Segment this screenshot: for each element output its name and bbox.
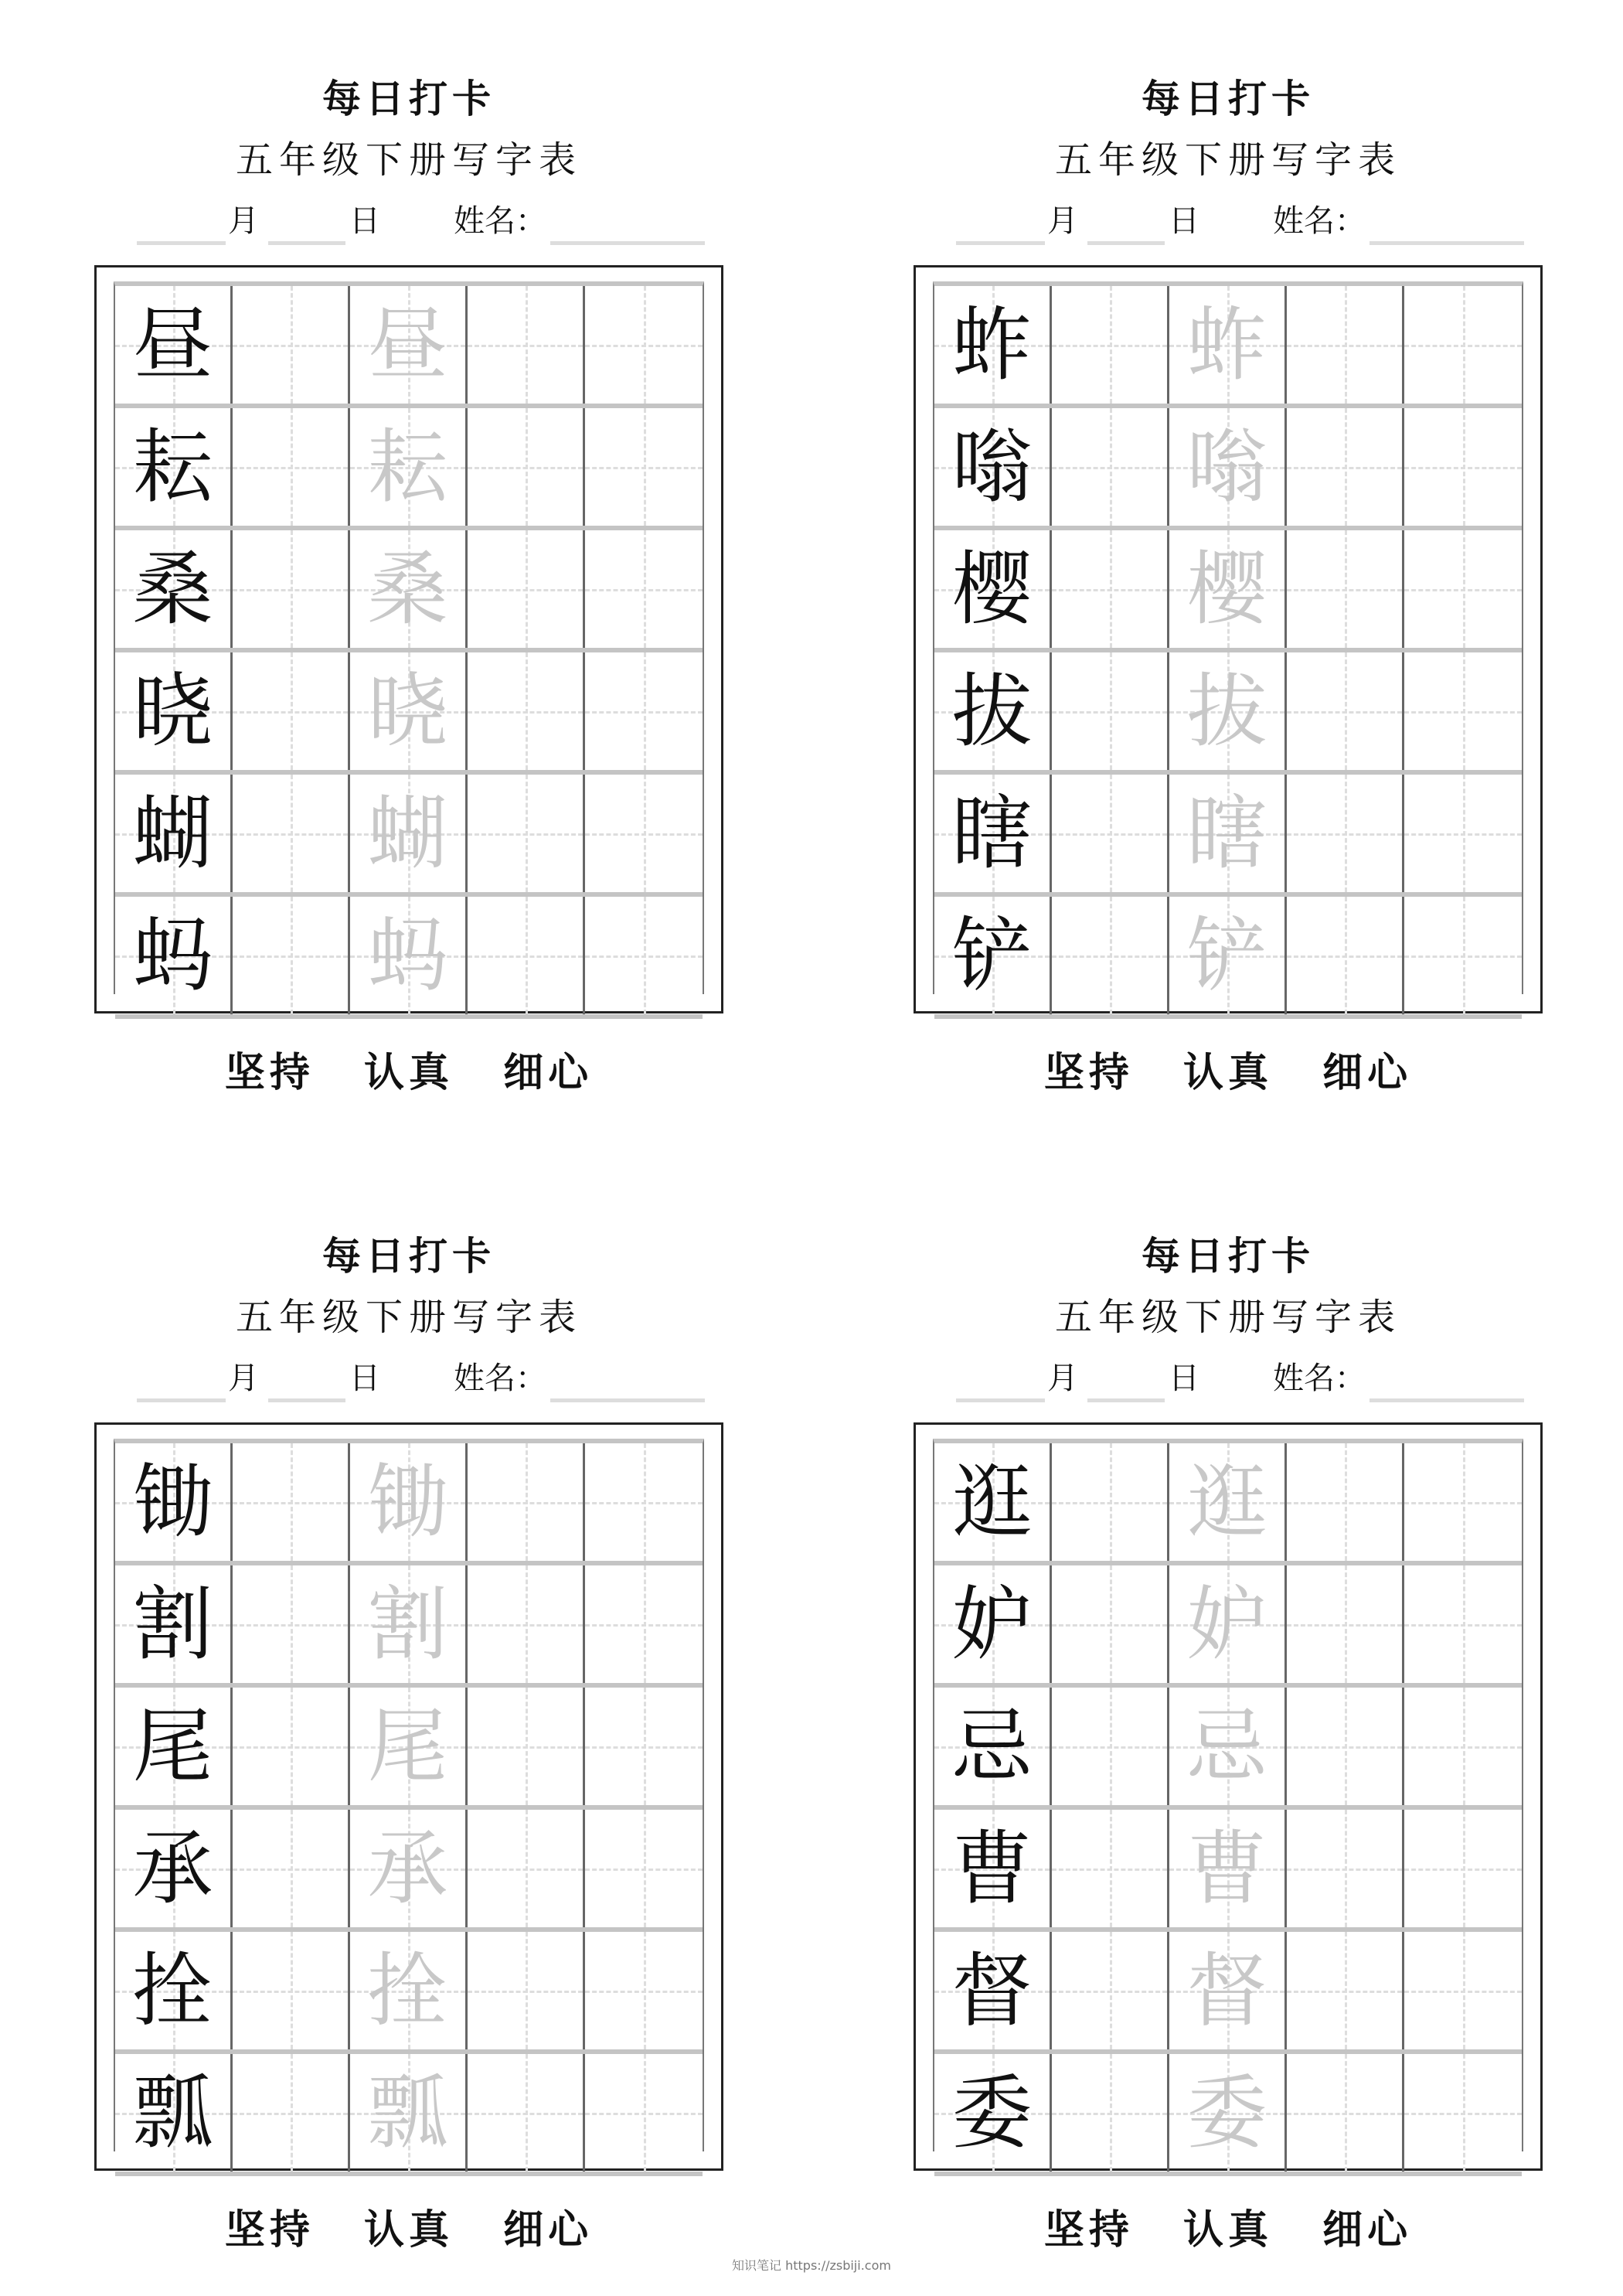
character-row bbox=[115, 1688, 703, 1810]
model-character: 割 bbox=[132, 1577, 213, 1671]
model-character: 昼 bbox=[132, 298, 213, 392]
writing-grid bbox=[933, 281, 1523, 1003]
character-row bbox=[115, 2054, 703, 2176]
trace-character: 尾 bbox=[367, 1699, 448, 1794]
name-blank bbox=[1370, 241, 1524, 245]
trace-character: 妒 bbox=[1186, 1577, 1267, 1671]
practice-cell bbox=[1404, 2054, 1522, 2172]
sheet-subtitle: 五年级下册写字表 bbox=[235, 1296, 582, 1339]
trace-character: 蝴 bbox=[367, 786, 448, 881]
motto bbox=[94, 2197, 723, 2255]
practice-cell bbox=[585, 408, 703, 526]
trace-cell bbox=[350, 2054, 468, 2172]
practice-cell bbox=[1404, 652, 1522, 770]
trace-cell bbox=[1169, 1565, 1287, 1683]
model-cell bbox=[115, 2054, 233, 2172]
model-cell bbox=[934, 530, 1052, 648]
motto-2: 认真 bbox=[1182, 1049, 1273, 1096]
practice-cell bbox=[468, 897, 585, 1014]
model-cell bbox=[934, 2054, 1052, 2172]
trace-cell bbox=[1169, 1932, 1287, 2049]
sheet-title: 每日打卡 bbox=[1142, 1233, 1315, 1279]
name-label: 姓名： bbox=[454, 203, 546, 239]
character-row bbox=[115, 530, 703, 652]
model-character: 蚱 bbox=[951, 298, 1033, 392]
practice-cell bbox=[585, 1565, 703, 1683]
model-cell bbox=[934, 1565, 1052, 1683]
practice-cell bbox=[1052, 775, 1169, 892]
practice-cell bbox=[468, 1688, 585, 1805]
trace-character: 昼 bbox=[367, 298, 448, 392]
character-row bbox=[115, 775, 703, 897]
character-row bbox=[934, 286, 1522, 408]
practice-cell bbox=[1404, 408, 1522, 526]
trace-cell bbox=[1169, 897, 1287, 1014]
model-character: 耘 bbox=[132, 420, 213, 514]
practice-cell bbox=[468, 286, 585, 404]
model-character: 承 bbox=[132, 1821, 213, 1916]
day-blank bbox=[1087, 241, 1165, 245]
name-label: 姓名： bbox=[1273, 203, 1366, 239]
model-character: 尾 bbox=[132, 1699, 213, 1794]
practice-sheet-2 bbox=[914, 0, 1543, 1098]
practice-cell bbox=[1052, 1688, 1169, 1805]
date-name-line bbox=[956, 205, 1505, 245]
trace-character: 蚂 bbox=[367, 908, 448, 1003]
practice-cell bbox=[233, 286, 350, 404]
motto-2: 认真 bbox=[1182, 2206, 1273, 2253]
motto-3: 细心 bbox=[1322, 1049, 1413, 1096]
practice-cell bbox=[585, 530, 703, 648]
practice-cell bbox=[585, 775, 703, 892]
practice-cell bbox=[1287, 1810, 1404, 1927]
trace-character: 晓 bbox=[367, 664, 448, 758]
practice-cell bbox=[1052, 2054, 1169, 2172]
trace-cell bbox=[1169, 652, 1287, 770]
practice-cell bbox=[1287, 1443, 1404, 1561]
practice-cell bbox=[1287, 1565, 1404, 1683]
practice-cell bbox=[1287, 1932, 1404, 2049]
month-blank bbox=[137, 241, 226, 245]
practice-cell bbox=[468, 408, 585, 526]
practice-cell bbox=[1287, 775, 1404, 892]
trace-character: 曹 bbox=[1186, 1821, 1267, 1916]
sheet-subtitle: 五年级下册写字表 bbox=[235, 138, 582, 182]
trace-character: 瞎 bbox=[1186, 786, 1267, 881]
character-row bbox=[934, 1565, 1522, 1688]
practice-cell bbox=[1404, 1443, 1522, 1561]
character-row bbox=[934, 1810, 1522, 1932]
trace-cell bbox=[1169, 286, 1287, 404]
character-row bbox=[115, 408, 703, 530]
motto-2: 认真 bbox=[363, 1049, 454, 1096]
day-label: 日 bbox=[1169, 203, 1199, 239]
model-cell bbox=[934, 1688, 1052, 1805]
trace-cell bbox=[350, 530, 468, 648]
practice-cell bbox=[233, 897, 350, 1014]
trace-cell bbox=[1169, 775, 1287, 892]
watermark: 知识笔记 https://zsbiji.com bbox=[732, 2258, 891, 2273]
practice-cell bbox=[233, 1688, 350, 1805]
practice-cell bbox=[585, 1443, 703, 1561]
trace-cell bbox=[350, 652, 468, 770]
motto-1: 坚持 bbox=[224, 2206, 315, 2253]
practice-cell bbox=[585, 1810, 703, 1927]
trace-character: 割 bbox=[367, 1577, 448, 1671]
trace-cell bbox=[1169, 530, 1287, 648]
practice-sheet-1 bbox=[94, 0, 723, 1098]
model-character: 忌 bbox=[951, 1699, 1033, 1794]
motto-3: 细心 bbox=[1322, 2206, 1413, 2253]
trace-cell bbox=[350, 1565, 468, 1683]
trace-character: 瓢 bbox=[367, 2066, 448, 2160]
model-cell bbox=[934, 897, 1052, 1014]
day-blank bbox=[268, 1398, 345, 1402]
practice-cell bbox=[1052, 1565, 1169, 1683]
practice-cell bbox=[1287, 652, 1404, 770]
trace-cell bbox=[350, 1810, 468, 1927]
character-row bbox=[115, 1810, 703, 1932]
model-cell bbox=[115, 408, 233, 526]
model-character: 樱 bbox=[951, 542, 1033, 636]
practice-cell bbox=[1052, 1443, 1169, 1561]
model-character: 铲 bbox=[951, 908, 1033, 1003]
practice-cell bbox=[1404, 775, 1522, 892]
model-cell bbox=[115, 1443, 233, 1561]
practice-cell bbox=[1287, 408, 1404, 526]
model-cell bbox=[115, 1688, 233, 1805]
trace-cell bbox=[350, 897, 468, 1014]
model-cell bbox=[115, 286, 233, 404]
model-cell bbox=[115, 1932, 233, 2049]
trace-cell bbox=[1169, 1688, 1287, 1805]
practice-cell bbox=[1052, 408, 1169, 526]
practice-cell bbox=[233, 652, 350, 770]
writing-grid-frame bbox=[914, 265, 1543, 1013]
practice-cell bbox=[233, 1443, 350, 1561]
character-row bbox=[934, 1688, 1522, 1810]
practice-cell bbox=[585, 1688, 703, 1805]
model-cell bbox=[934, 652, 1052, 770]
practice-cell bbox=[1052, 286, 1169, 404]
motto-1: 坚持 bbox=[224, 1049, 315, 1096]
character-row bbox=[934, 897, 1522, 1019]
month-blank bbox=[956, 241, 1045, 245]
motto bbox=[914, 1040, 1543, 1098]
name-label: 姓名： bbox=[1273, 1361, 1366, 1396]
character-row bbox=[115, 652, 703, 775]
practice-cell bbox=[585, 2054, 703, 2172]
trace-cell bbox=[350, 1932, 468, 2049]
model-character: 蝴 bbox=[132, 786, 213, 881]
practice-cell bbox=[1404, 530, 1522, 648]
date-name-line bbox=[137, 205, 686, 245]
model-character: 曹 bbox=[951, 1821, 1033, 1916]
trace-character: 桑 bbox=[367, 542, 448, 636]
practice-cell bbox=[468, 530, 585, 648]
motto-3: 细心 bbox=[503, 2206, 594, 2253]
trace-cell bbox=[1169, 408, 1287, 526]
model-cell bbox=[115, 530, 233, 648]
model-character: 妒 bbox=[951, 1577, 1033, 1671]
writing-grid-frame bbox=[94, 1422, 723, 2171]
trace-cell bbox=[1169, 1810, 1287, 1927]
practice-cell bbox=[233, 408, 350, 526]
practice-cell bbox=[1287, 530, 1404, 648]
trace-character: 铲 bbox=[1186, 908, 1267, 1003]
model-character: 嗡 bbox=[951, 420, 1033, 514]
character-row bbox=[115, 1932, 703, 2054]
practice-cell bbox=[1052, 530, 1169, 648]
model-character: 瞎 bbox=[951, 786, 1033, 881]
practice-cell bbox=[468, 1932, 585, 2049]
trace-character: 委 bbox=[1186, 2066, 1267, 2160]
model-character: 委 bbox=[951, 2066, 1033, 2160]
trace-character: 嗡 bbox=[1186, 420, 1267, 514]
practice-cell bbox=[1287, 1688, 1404, 1805]
trace-character: 拔 bbox=[1186, 664, 1267, 758]
writing-grid bbox=[933, 1439, 1523, 2160]
character-row bbox=[934, 2054, 1522, 2176]
trace-cell bbox=[350, 1443, 468, 1561]
practice-sheet-4 bbox=[914, 1157, 1543, 2255]
model-character: 拔 bbox=[951, 664, 1033, 758]
practice-cell bbox=[1052, 1932, 1169, 2049]
trace-character: 督 bbox=[1186, 1943, 1267, 2038]
month-label: 月 bbox=[228, 1361, 259, 1396]
model-cell bbox=[934, 286, 1052, 404]
practice-cell bbox=[585, 1932, 703, 2049]
practice-cell bbox=[468, 1810, 585, 1927]
practice-cell bbox=[1404, 1688, 1522, 1805]
month-blank bbox=[956, 1398, 1045, 1402]
writing-grid-frame bbox=[914, 1422, 1543, 2171]
motto-1: 坚持 bbox=[1043, 1049, 1134, 1096]
practice-cell bbox=[233, 1810, 350, 1927]
model-cell bbox=[115, 1810, 233, 1927]
trace-cell bbox=[350, 1688, 468, 1805]
model-character: 瓢 bbox=[132, 2066, 213, 2160]
trace-character: 锄 bbox=[367, 1455, 448, 1549]
trace-character: 承 bbox=[367, 1821, 448, 1916]
day-label: 日 bbox=[349, 203, 380, 239]
sheet-title: 每日打卡 bbox=[322, 76, 495, 121]
motto-3: 细心 bbox=[503, 1049, 594, 1096]
day-label: 日 bbox=[1169, 1361, 1199, 1396]
model-cell bbox=[934, 408, 1052, 526]
model-cell bbox=[115, 897, 233, 1014]
sheet-title: 每日打卡 bbox=[1142, 76, 1315, 121]
practice-cell bbox=[233, 530, 350, 648]
trace-character: 拴 bbox=[367, 1943, 448, 2038]
model-character: 拴 bbox=[132, 1943, 213, 2038]
month-blank bbox=[137, 1398, 226, 1402]
date-name-line bbox=[956, 1362, 1505, 1402]
model-cell bbox=[115, 652, 233, 770]
motto-1: 坚持 bbox=[1043, 2206, 1134, 2253]
model-character: 逛 bbox=[951, 1455, 1033, 1549]
trace-character: 樱 bbox=[1186, 542, 1267, 636]
motto bbox=[914, 2197, 1543, 2255]
character-row bbox=[115, 1443, 703, 1565]
model-cell bbox=[934, 1810, 1052, 1927]
practice-cell bbox=[1052, 897, 1169, 1014]
practice-cell bbox=[585, 897, 703, 1014]
motto bbox=[94, 1040, 723, 1098]
practice-cell bbox=[468, 775, 585, 892]
trace-cell bbox=[350, 286, 468, 404]
trace-cell bbox=[350, 775, 468, 892]
month-label: 月 bbox=[1047, 203, 1078, 239]
model-cell bbox=[934, 775, 1052, 892]
model-cell bbox=[934, 1443, 1052, 1561]
trace-character: 耘 bbox=[367, 420, 448, 514]
practice-cell bbox=[1404, 897, 1522, 1014]
name-blank bbox=[550, 1398, 705, 1402]
trace-cell bbox=[1169, 1443, 1287, 1561]
day-blank bbox=[268, 241, 345, 245]
practice-sheet-3 bbox=[94, 1157, 723, 2255]
sheet-subtitle: 五年级下册写字表 bbox=[1054, 1296, 1401, 1339]
practice-cell bbox=[1404, 286, 1522, 404]
character-row bbox=[115, 897, 703, 1019]
practice-cell bbox=[1404, 1932, 1522, 2049]
practice-cell bbox=[1287, 286, 1404, 404]
model-character: 督 bbox=[951, 1943, 1033, 2038]
model-character: 蚂 bbox=[132, 908, 213, 1003]
month-label: 月 bbox=[228, 203, 259, 239]
practice-cell bbox=[233, 2054, 350, 2172]
practice-cell bbox=[1404, 1810, 1522, 1927]
model-character: 锄 bbox=[132, 1455, 213, 1549]
model-cell bbox=[934, 1932, 1052, 2049]
practice-cell bbox=[1052, 1810, 1169, 1927]
model-character: 桑 bbox=[132, 542, 213, 636]
name-blank bbox=[550, 241, 705, 245]
character-row bbox=[934, 1932, 1522, 2054]
practice-cell bbox=[585, 286, 703, 404]
name-blank bbox=[1370, 1398, 1524, 1402]
name-label: 姓名： bbox=[454, 1361, 546, 1396]
practice-cell bbox=[233, 1565, 350, 1683]
character-row bbox=[115, 286, 703, 408]
character-row bbox=[934, 775, 1522, 897]
trace-character: 逛 bbox=[1186, 1455, 1267, 1549]
writing-grid bbox=[114, 1439, 704, 2160]
trace-character: 忌 bbox=[1186, 1699, 1267, 1794]
practice-cell bbox=[1287, 2054, 1404, 2172]
model-cell bbox=[115, 1565, 233, 1683]
trace-character: 蚱 bbox=[1186, 298, 1267, 392]
practice-cell bbox=[1404, 1565, 1522, 1683]
practice-cell bbox=[233, 775, 350, 892]
practice-cell bbox=[585, 652, 703, 770]
practice-cell bbox=[468, 652, 585, 770]
practice-cell bbox=[1052, 652, 1169, 770]
practice-cell bbox=[468, 2054, 585, 2172]
sheet-subtitle: 五年级下册写字表 bbox=[1054, 138, 1401, 182]
day-label: 日 bbox=[349, 1361, 380, 1396]
day-blank bbox=[1087, 1398, 1165, 1402]
sheet-title: 每日打卡 bbox=[322, 1233, 495, 1279]
date-name-line bbox=[137, 1362, 686, 1402]
character-row bbox=[934, 530, 1522, 652]
character-row bbox=[934, 652, 1522, 775]
character-row bbox=[934, 408, 1522, 530]
writing-grid bbox=[114, 281, 704, 1003]
model-character: 晓 bbox=[132, 664, 213, 758]
practice-cell bbox=[468, 1443, 585, 1561]
trace-cell bbox=[1169, 2054, 1287, 2172]
trace-cell bbox=[350, 408, 468, 526]
character-row bbox=[934, 1443, 1522, 1565]
practice-cell bbox=[468, 1565, 585, 1683]
character-row bbox=[115, 1565, 703, 1688]
writing-grid-frame bbox=[94, 265, 723, 1013]
practice-cell bbox=[233, 1932, 350, 2049]
model-cell bbox=[115, 775, 233, 892]
month-label: 月 bbox=[1047, 1361, 1078, 1396]
practice-cell bbox=[1287, 897, 1404, 1014]
motto-2: 认真 bbox=[363, 2206, 454, 2253]
